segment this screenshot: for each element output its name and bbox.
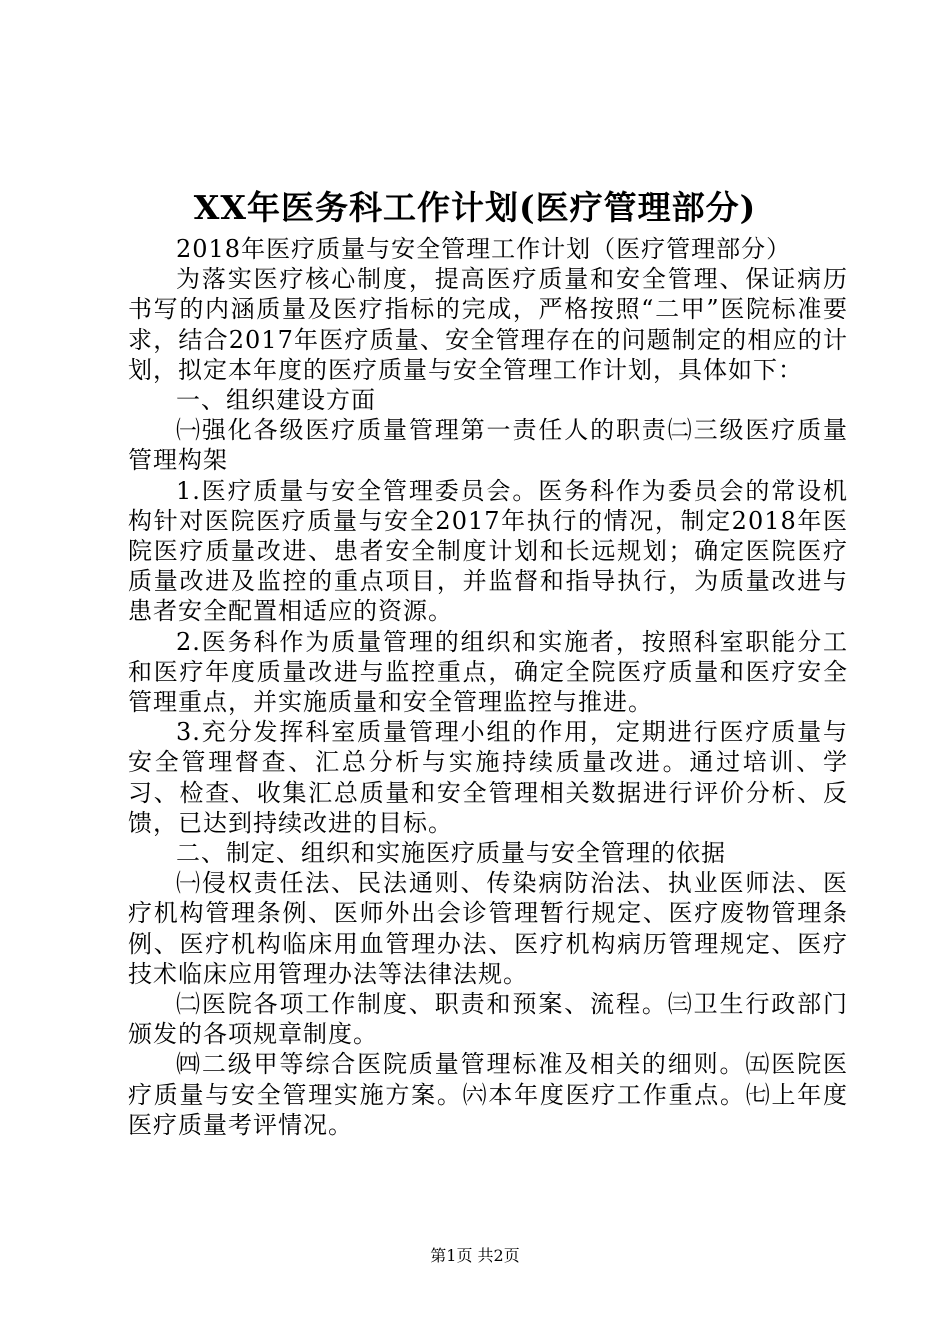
page-total: 共2页 <box>477 1246 520 1265</box>
document-title: XX年医务科工作计划(医疗管理部分) <box>193 188 757 227</box>
paragraph-regulations: ㈡医院各项工作制度、职责和预案、流程。㈢卫生行政部门颁发的各项规章制度。 <box>128 990 848 1049</box>
document-body <box>128 234 848 1140</box>
paragraph-item-3: 3.充分发挥科室质量管理小组的作用，定期进行医疗质量与安全管理督查、汇总分析与实施持续质量改进。通过培训、学习、检查、收集汇总质量和安全管理相关数据进行评价分析、反馈，已达到持续改进的目标。 <box>128 718 848 837</box>
paragraph-intro: 为落实医疗核心制度，提高医疗质量和安全管理、保证病历书写的内涵质量及医疗指标的完成，严格按照“二甲”医院标准要求，结合2017年医疗质量、安全管理存在的问题制定的相应的计划，拟定本年度的医疗质量与安全管理工作计划，具体如下： <box>128 265 848 384</box>
paragraph-item-2: 2.医务科作为质量管理的组织和实施者，按照科室职能分工和医疗年度质量改进与监控重点，确定全院医疗质量和医疗安全管理重点，并实施质量和安全管理监控与推进。 <box>128 627 848 717</box>
section-heading-basis: 二、制定、组织和实施医疗质量与安全管理的依据 <box>176 839 726 868</box>
paragraph-laws: ㈠侵权责任法、民法通则、传染病防治法、执业医师法、医疗机构管理条例、医师外出会诊管理暂行规定、医疗废物管理条例、医疗机构临床用血管理办法、医疗机构病历管理规定、医疗技术临床应用管理办法等法律法规。 <box>128 869 848 988</box>
paragraph-subtitle: 2018年医疗质量与安全管理工作计划（医疗管理部分） <box>176 235 792 263</box>
paragraph-responsibility: ㈠强化各级医疗质量管理第一责任人的职责㈡三级医疗质量管理构架 <box>128 416 848 475</box>
paragraph-item-1: 1.医疗质量与安全管理委员会。医务科作为委员会的常设机构针对医院医疗质量与安全2017年执行的情况，制定2018年医院医疗质量改进、患者安全制度计划和长远规划；确定医院医疗质量改进及监控的重点项目，并监督和指导执行，为质量改进与患者安全配置相适应的资源。 <box>128 476 848 626</box>
section-heading-organization: 一、组织建设方面 <box>176 386 376 415</box>
paragraph-standards: ㈣二级甲等综合医院质量管理标准及相关的细则。㈤医院医疗质量与安全管理实施方案。㈥本年度医疗工作重点。㈦上年度医疗质量考评情况。 <box>128 1050 848 1139</box>
page-number: 第1页 <box>430 1246 473 1265</box>
page-footer <box>0 1246 950 1266</box>
